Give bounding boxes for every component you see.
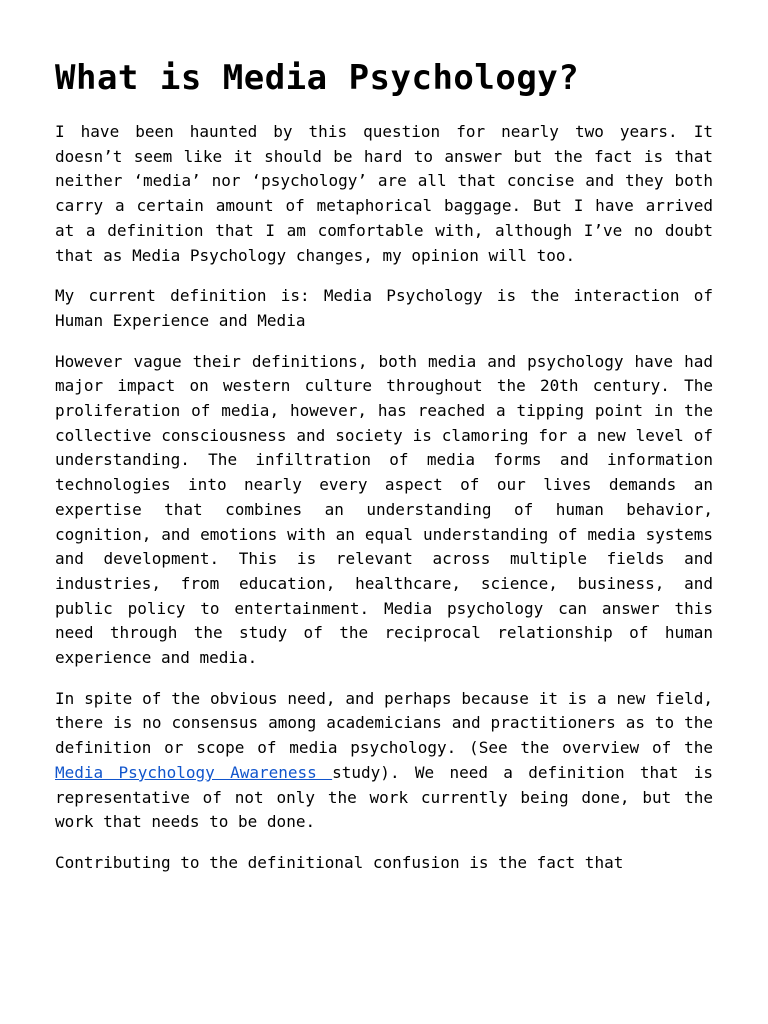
paragraph-confusion: Contributing to the definitional confusion is the fact that — [55, 852, 624, 872]
paragraph-consensus-text-end: study). We need a definition that is representative of not only the work currently being done, but the work that needs to be done. — [55, 762, 714, 832]
media-psychology-awareness-link[interactable]: Media Psychology Awareness — [55, 762, 333, 782]
article — [55, 0, 713, 876]
paragraph-consensus-text-start: In spite of the obvious need, and perhaps because it is a new field, there is no consensus among academicians and practitioners as to the definition or scope of media psychology. (See the overview of the — [55, 688, 713, 758]
paragraph-background: However vague their definitions, both media and psychology have had major impact on western culture throughout the 20th century. The proliferation of media, however, has reached a tipping point in the collective consciousness and society is clamoring for a new level of understanding. The infiltration of media forms and information technologies into nearly every aspect of our lives demands an expertise that combines an understanding of human behavior, cognition, and emotions with an equal understanding of media systems and development. This is relevant across multiple fields and industries, from education, healthcare, science, business, and public policy to entertainment. Media psychology can answer this need through the study of the reciprocal relationship of human experience and media. — [55, 351, 713, 668]
paragraph-definition: My current definition is: Media Psychology is the interaction of Human Experience and Media — [55, 286, 713, 330]
article-title: What is Media Psychology? — [55, 58, 580, 98]
paragraph-intro: I have been haunted by this question for nearly two years. It doesn’t seem like it should be hard to answer but the fact is that neither ‘media’ nor ‘psychology’ are all that concise and they both carry a certain amount of metaphorical baggage. But I have arrived at a definition that I am comfortable with, although I’ve no doubt that as Media Psychology changes, my opinion will too. — [55, 122, 713, 265]
paragraph-consensus — [55, 687, 713, 835]
